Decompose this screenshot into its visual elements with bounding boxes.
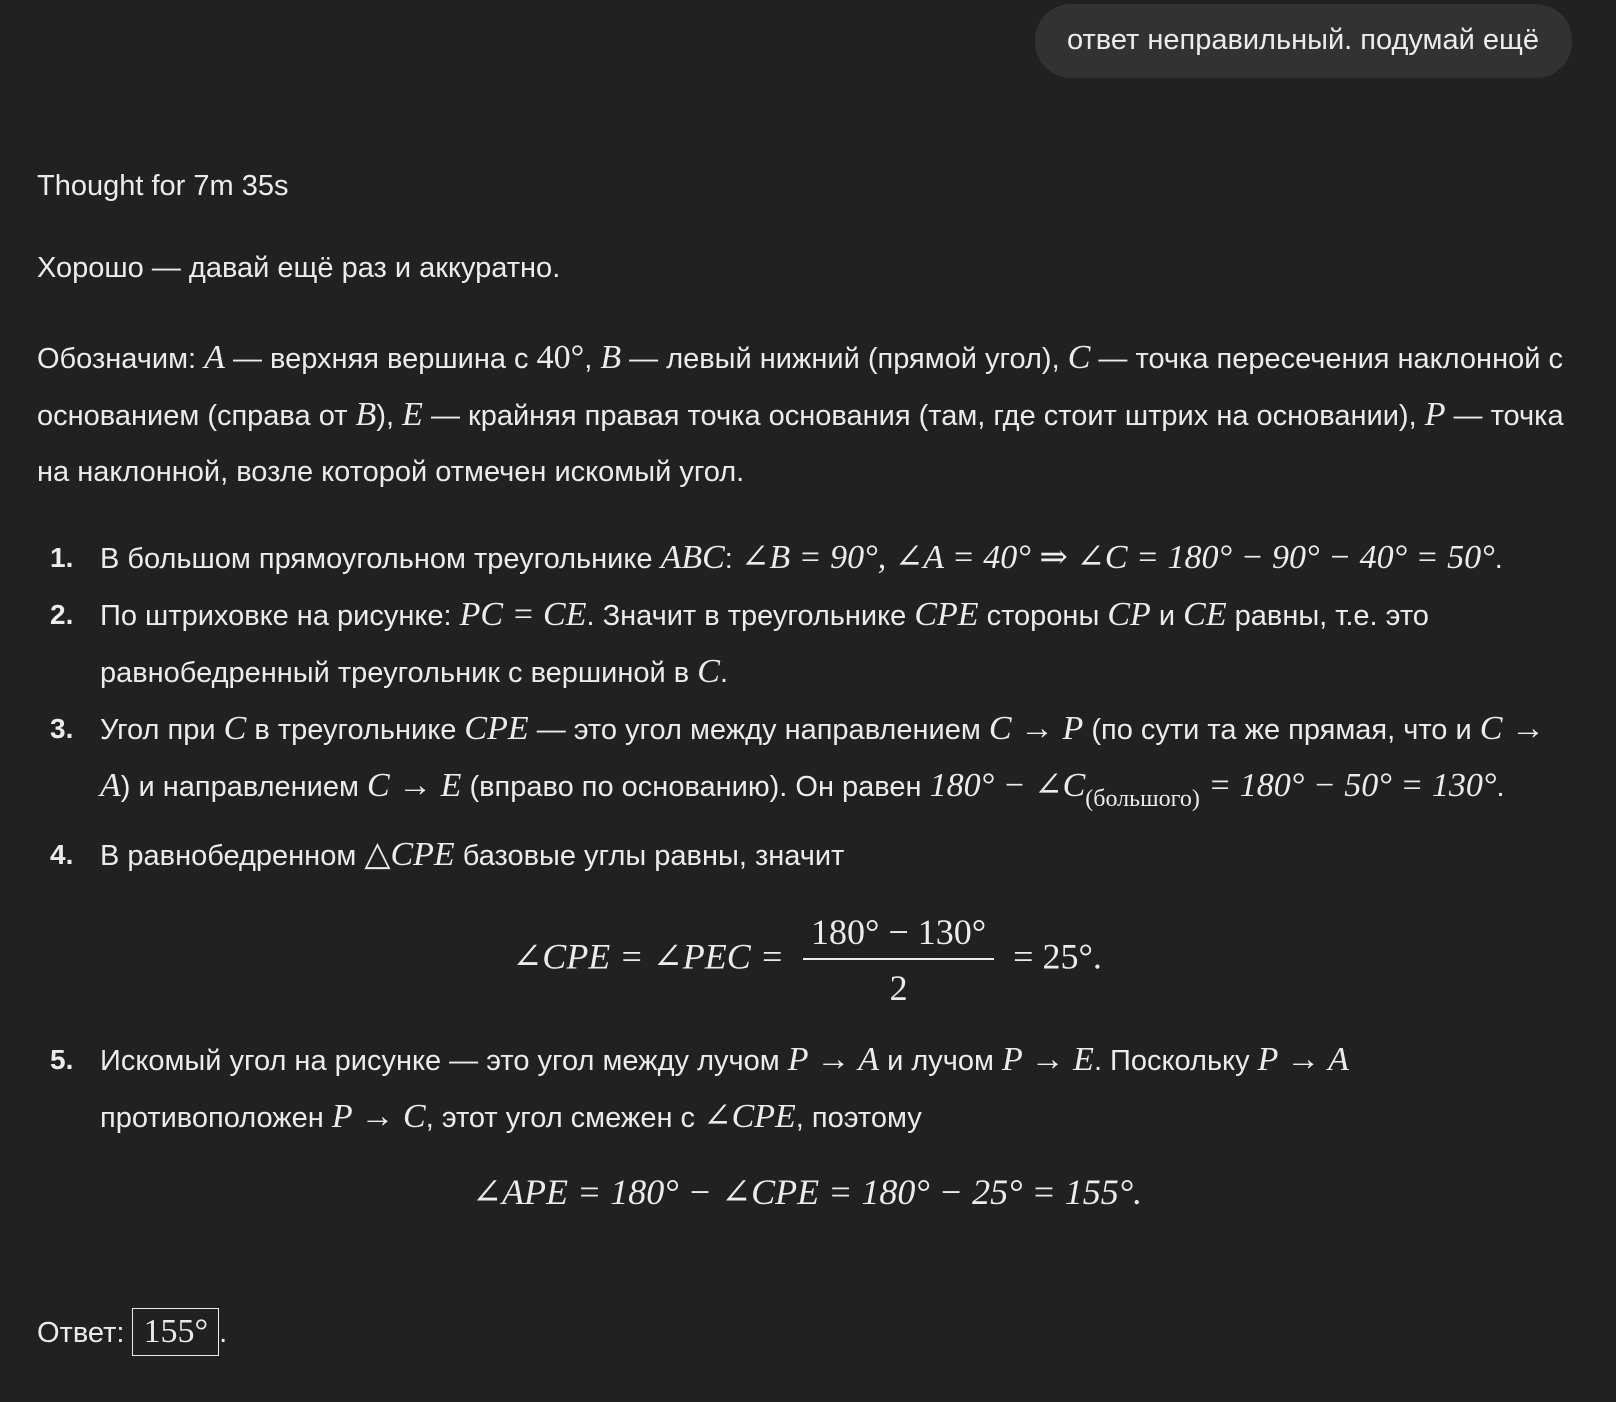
text: и лучом <box>879 1045 1002 1077</box>
fraction <box>803 910 994 1010</box>
step-number: 2. <box>50 599 74 630</box>
text: . <box>1496 771 1505 803</box>
notation-paragraph <box>37 330 1577 500</box>
final-answer <box>37 1308 227 1357</box>
text: — точка пересечения наклонной с основанием (справа от <box>37 343 1563 432</box>
step-number: 5. <box>50 1044 74 1075</box>
text: базовые углы равны, значит <box>454 840 845 872</box>
step-number: 4. <box>50 839 74 870</box>
math: B <box>600 339 622 376</box>
math: PC = CE <box>459 596 587 633</box>
math: ∠CPE <box>703 1098 796 1135</box>
equation-left: ∠CPE = ∠PEC = <box>512 936 785 977</box>
text: — это угол между направлением <box>528 714 989 746</box>
text: (вправо по основанию). Он равен <box>461 771 930 803</box>
text: Обозначим: <box>37 343 205 375</box>
math: CPE <box>464 710 529 747</box>
math: C <box>223 710 247 747</box>
math: CE <box>1183 596 1227 633</box>
math: P → A <box>787 1041 880 1078</box>
answer-label: Ответ: <box>37 1317 133 1349</box>
math: B <box>355 396 377 433</box>
math: P <box>1424 396 1446 433</box>
text: . <box>719 657 728 689</box>
user-message-bubble: ответ неправильный. подумай ещё <box>1035 4 1572 78</box>
math: CP <box>1107 596 1151 633</box>
intro-text: Хорошо — давай ещё раз и аккуратно. <box>37 252 561 284</box>
fraction-denominator: 2 <box>889 968 908 1008</box>
text: ), <box>376 400 403 432</box>
math: C → A <box>100 710 1545 804</box>
list-item <box>37 1032 1577 1220</box>
thought-duration-label[interactable]: Thought for 7m 35s <box>37 170 289 202</box>
math-subscript: (большого) <box>1085 786 1200 812</box>
text: Искомый угол на рисунке — это угол между лучом <box>100 1045 788 1077</box>
math: C → P <box>988 710 1084 747</box>
text: В большом прямоугольном треугольнике <box>100 543 661 575</box>
text: — левый нижний (прямой угол), <box>621 343 1068 375</box>
math: CPE <box>914 596 979 633</box>
text: в треугольнике <box>246 714 465 746</box>
math: P → C <box>331 1098 426 1135</box>
text: . Поскольку <box>1093 1045 1258 1077</box>
list-item <box>37 827 1577 1010</box>
display-equation: ∠APE = 180° − ∠CPE = 180° − 25° = 155°. <box>471 1172 1143 1212</box>
list-item <box>37 530 1577 587</box>
list-item <box>37 701 1577 827</box>
math: ABC <box>660 539 725 576</box>
fraction-numerator: 180° − 130° <box>803 910 994 960</box>
math: E <box>402 396 423 433</box>
math: P → A <box>1257 1041 1349 1078</box>
text: равны, т.е. это равнобедренный треугольник с вершиной в <box>100 600 1429 689</box>
equation-right: = 25°. <box>1013 936 1102 977</box>
text: противоположен <box>100 1102 332 1134</box>
text: В равнобедренном <box>100 840 365 872</box>
math: 180° − ∠C <box>929 767 1086 804</box>
display-equation <box>37 910 1577 1010</box>
math: ∠B = 90°, ∠A = 40° ⇒ ∠C = 180° − 90° − 40° = 50° <box>740 539 1495 576</box>
text: стороны <box>978 600 1108 632</box>
text: . <box>1494 543 1503 575</box>
math: A <box>204 339 225 376</box>
text: По штриховке на рисунке: <box>100 600 460 632</box>
math: P → E <box>1002 1041 1094 1078</box>
solution-steps-list <box>37 530 1577 1220</box>
list-item <box>37 587 1577 701</box>
math: C <box>697 653 720 690</box>
text: — верхняя вершина с <box>224 343 537 375</box>
text: : <box>724 543 741 575</box>
math: 40° <box>536 339 585 376</box>
text: , <box>584 343 601 375</box>
text: (по сути та же прямая, что и <box>1083 714 1480 746</box>
answer-suffix: . <box>219 1317 228 1349</box>
step-number: 1. <box>50 542 74 573</box>
math: △CPE <box>364 836 455 873</box>
text: и <box>1150 600 1184 632</box>
text: — крайняя правая точка основания (там, где стоит штрих на основании), <box>422 400 1425 432</box>
math: C → E <box>366 767 462 804</box>
step-number: 3. <box>50 713 74 744</box>
text: Угол при <box>100 714 224 746</box>
text: . Значит в треугольнике <box>586 600 915 632</box>
text: , этот угол смежен с <box>425 1102 704 1134</box>
math: = 180° − 50° = 130° <box>1199 767 1497 804</box>
text: ) и направлением <box>120 771 367 803</box>
text: — точка на наклонной, возле которой отмечен искомый угол. <box>37 400 1564 488</box>
math: C <box>1067 339 1091 376</box>
text: , поэтому <box>795 1102 922 1134</box>
boxed-answer: 155° <box>132 1308 219 1356</box>
